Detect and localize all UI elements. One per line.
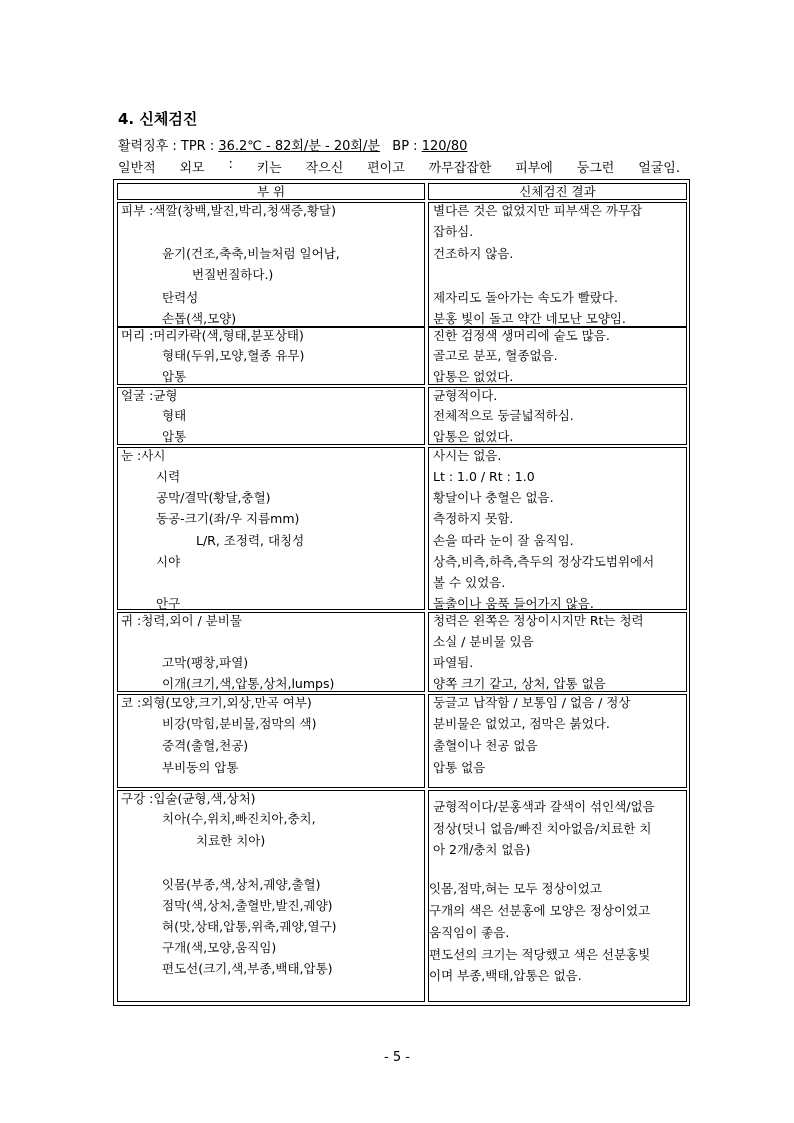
eyes-right-line: 측정하지 못함. [433, 511, 514, 526]
page-number: - 5 - [384, 1050, 410, 1065]
mouth-right-line: 아 2개/충치 없음) [433, 842, 531, 857]
mouth-right-line: 잇몸,점막,혀는 모두 정상이었고 [429, 881, 602, 896]
general-word: : [228, 157, 233, 172]
head-right-line: 진한 검정색 생머리에 숱도 많음. [433, 328, 610, 343]
eyes-right-cell [428, 447, 687, 610]
skin-left-line: 윤기(건조,축축,비늘처럼 일어남, [162, 246, 340, 261]
section-title: 4. 신체검진 [118, 110, 198, 128]
eyes-right-line: 상측,비측,하측,측두의 정상각도범위에서 [433, 554, 655, 569]
skin-left-line: 손톱(색,모양) [162, 311, 237, 326]
head-left-line: 압통 [162, 369, 187, 384]
nose-right-line: 출혈이나 천공 없음 [433, 738, 538, 753]
eyes-left-line: L/R, 조정력, 대칭성 [196, 533, 305, 548]
ears-right-line: 양쪽 크기 같고, 상처, 압통 없음 [433, 676, 606, 691]
skin-left-cell [117, 202, 425, 327]
eyes-left-line: 눈 :사시 [121, 448, 166, 463]
eyes-left-line: 시야 [156, 554, 181, 569]
general-word: 피부에 [515, 161, 553, 176]
general-word: 얼굴임. [638, 161, 680, 176]
mouth-right-line: 균형적이다/분홍색과 갈색이 섞인색/없음 [433, 799, 655, 814]
mouth-left-line: 구강 :입술(균형,색,상처) [121, 791, 256, 806]
eyes-left-line: 동공-크기(좌/우 지름mm) [156, 511, 300, 526]
nose-right-cell [428, 694, 687, 788]
mouth-right-line: 구개의 색은 선분홍에 모양은 정상이었고 [429, 903, 651, 918]
face-right-line: 균형적이다. [433, 388, 498, 403]
general-word: 작으신 [305, 161, 344, 176]
mouth-left-line: 편도선(크기,색,부종,백태,압통) [162, 961, 333, 976]
skin-right-line: 제자리도 돌아가는 속도가 빨랐다. [433, 290, 618, 305]
mouth-right-cell [428, 790, 687, 1002]
col1-header-text: 부 위 [256, 184, 286, 199]
mouth-left-line: 잇몸(부종,색,상처,궤양,출혈) [162, 877, 321, 892]
skin-right-cell [428, 202, 687, 327]
skin-left-line: 탄력성 [162, 290, 199, 305]
nose-left-line: 비강(막힘,분비물,점막의 색) [162, 716, 317, 731]
skin-right-line: 분홍 빛이 돌고 약간 네모난 모양임. [433, 311, 626, 326]
face-left-cell [117, 387, 425, 445]
ears-right-cell [428, 612, 687, 692]
head-right-line: 압통은 없었다. [433, 369, 514, 384]
nose-left-cell [117, 694, 425, 788]
general-word: 편이고 [367, 161, 405, 176]
face-right-line: 압통은 없었다. [433, 429, 514, 444]
nose-left-line: 부비동의 압통 [162, 760, 239, 775]
face-left-line: 압통 [162, 429, 187, 444]
mouth-left-cell [117, 790, 425, 1002]
mouth-left-line: 구개(색,모양,움직임) [162, 940, 277, 955]
mouth-right-line: 정상(덧니 없음/빠진 치아없음/치료한 치 [433, 821, 652, 836]
skin-left-line: 번질번질하다.) [192, 267, 274, 282]
col2-header-text: 신체검진 결과 [519, 184, 596, 199]
nose-right-line: 둥글고 납작함 / 보통임 / 없음 / 정상 [433, 695, 631, 710]
ears-left-line: 이개(크기,색,압통,상처,lumps) [162, 676, 335, 691]
exam-table [113, 179, 690, 1006]
general-word: 까무잡잡한 [428, 161, 492, 176]
skin-left-line: 피부 :색깔(창백,발진,박리,청색증,황달) [121, 203, 336, 218]
general-appearance-line [118, 157, 680, 176]
general-word: 외모 [179, 161, 205, 176]
eyes-left-line: 안구 [156, 596, 181, 611]
mouth-right-line: 이며 부종,백태,압통은 없음. [429, 968, 582, 983]
mouth-left-line: 혀(맛,상태,압통,위축,궤양,열구) [162, 919, 337, 934]
nose-left-line: 코 :외형(모양,크기,외상,만곡 여부) [121, 695, 312, 710]
head-right-line: 골고로 분포, 혈종없음. [433, 348, 558, 363]
mouth-right-line: 움직임이 좋음. [429, 925, 510, 940]
mouth-right-line: 편도선의 크기는 적당했고 색은 선분홍빛 [429, 947, 651, 962]
eyes-left-line: 공막/결막(황달,충혈) [156, 490, 271, 505]
col2-header [428, 183, 687, 200]
skin-right-line: 별다른 것은 없었지만 피부색은 까무잡 [433, 203, 643, 218]
eyes-right-line: Lt : 1.0 / Rt : 1.0 [433, 469, 535, 484]
ears-right-line: 소실 / 분비물 있음 [433, 634, 534, 649]
eyes-right-line: 손을 따라 눈이 잘 움직임. [433, 533, 574, 548]
eyes-right-line: 볼 수 있었음. [433, 575, 506, 590]
vitals-tpr: 36.2℃ - 82회/분 - 20회/분 [218, 139, 380, 154]
eyes-right-line: 돌출이나 움푹 들어가지 않음. [433, 596, 594, 611]
nose-right-line: 압통 없음 [433, 760, 486, 775]
mouth-left-line: 치아(수,위치,빠진치아,충치, [162, 811, 316, 826]
col1-header [117, 183, 425, 200]
face-left-line: 얼굴 :균형 [121, 388, 178, 403]
face-right-cell [428, 387, 687, 445]
nose-right-line: 분비물은 없었고, 점막은 붉었다. [433, 716, 610, 731]
mouth-left-line: 점막(색,상처,출혈반,발진,궤양) [162, 898, 333, 913]
ears-left-line: 귀 :청력,외이 / 분비물 [121, 613, 242, 628]
general-word: 일반적 [118, 161, 156, 176]
eyes-right-line: 사시는 없음. [433, 448, 502, 463]
head-right-cell [428, 327, 687, 385]
nose-left-line: 중격(출혈,천공) [162, 738, 249, 753]
general-word: 둥그런 [576, 161, 615, 176]
vitals-bp-label: BP : [392, 139, 422, 154]
skin-right-line: 건조하지 않음. [433, 246, 514, 261]
face-left-line: 형태 [162, 408, 187, 423]
eyes-left-line: 시력 [156, 469, 181, 484]
head-left-line: 머리 :머리카락(색,형태,분포상태) [121, 328, 304, 343]
vitals-bp: 120/80 [421, 139, 468, 154]
vitals-prefix: 활력징후 : TPR : [118, 139, 219, 154]
general-word: 키는 [256, 161, 282, 176]
ears-left-line: 고막(팽창,파열) [162, 655, 249, 670]
ears-right-line: 청력은 왼쪽은 정상이시지만 Rt는 청력 [433, 613, 644, 628]
eyes-right-line: 황달이나 충혈은 없음. [433, 490, 554, 505]
head-left-cell [117, 327, 425, 385]
ears-right-line: 파열됨. [433, 655, 474, 670]
skin-right-line: 잡하심. [433, 224, 474, 239]
vitals-line [118, 135, 467, 154]
head-left-line: 형태(두위,모양,혈종 유무) [162, 348, 305, 363]
eyes-left-cell [117, 447, 425, 610]
ears-left-cell [117, 612, 425, 692]
mouth-left-line: 치료한 치아) [196, 833, 266, 848]
face-right-line: 전체적으로 둥글넓적하심. [433, 408, 574, 423]
